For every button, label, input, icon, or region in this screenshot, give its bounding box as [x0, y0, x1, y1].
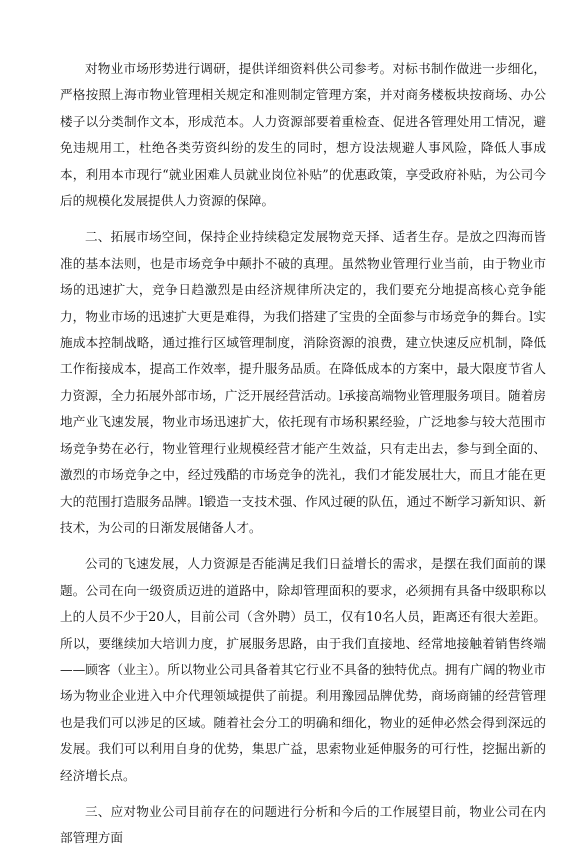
paragraph-3: 公司的飞速发展，人力资源是否能满足我们日益增长的需求，是摆在我们面前的课题。公司在向一级资质迈进的道路中，除却管理面积的要求，必须拥有具备中级职称以上的人员不少于20人，目前公司（含外聘）员工，仅有10名人员，距离还有很大差距。所以，要继续加大培训力度，扩展服务思路，由于我们直接地、经常地接触着销售终端——顾客（业主）。所以物业公司具备着其它行业不具备的独特优点。拥有广阔的物业市场为物业企业进入中介代理领域提供了前提。利用豫园品牌优势，商场商铺的经营管理也是我们可以涉足的区域。随着社会分工的明确和细化，物业的延伸必然会得到深远的发展。我们可以利用自身的优势，集思广益，思索物业延伸服务的可行性，挖掘出新的经济增长点。 — [60, 556, 546, 783]
paragraph-4: 三、应对物业公司目前存在的问题进行分析和今后的工作展望目前，物业公司在内部管理方面 — [60, 803, 546, 846]
paragraph-2: 二、拓展市场空间，保持企业持续稳定发展物竞天择、适者生存。是放之四海而皆准的基本法则，也是市场竞争中颠扑不破的真理。虽然物业管理行业当前，由于物业市场的迅速扩大，竞争日趋激烈是由经济规律所决定的，我们要充分地提高核心竞争能力，物业市场的迅速扩大更是难得，为我们搭建了宝贵的全面参与市场竞争的舞台。l实施成本控制战略，通过推行区域管理制度，消除资源的浪费，建立快速反应机制，降低工作衔接成本，提高工作效率，提升服务品质。在降低成本的方案中，最大限度节省人力资源，全力拓展外部市场，广泛开展经营活动。l承接高端物业管理服务项目。随着房地产业飞速发展，物业市场迅速扩大，依托现有市场积累经验，广泛地参与较大范围市场竞争势在必行，物业管理行业规模经营才能产生效益，只有走出去，参与到全面的、激烈的市场竞争之中，经过残酷的市场竞争的洗礼，我们才能发展壮大，而且才能在更大的范围打造服务品牌。l锻造一支技术强、作风过硬的队伍，通过不断学习新知识、新技术，为公司的日渐发展储备人才。 — [60, 229, 546, 535]
paragraph-1: 对物业市场形势进行调研，提供详细资料供公司参考。对标书制作做进一步细化，严格按照上海市物业管理相关规定和准则制定管理方案，并对商务楼板块按商场、办公楼子以分类制作文本，形成范本。人力资源部要着重检查、促进各管理处用工情况，避免违规用工，杜绝各类劳资纠纷的发生的同时，想方设法规避人事风险，降低人事成本，利用本市现行“就业困难人员就业岗位补贴”的优惠政策，享受政府补贴，为公司今后的规模化发展提供人力资源的保障。 — [60, 61, 546, 209]
document-page — [60, 56, 546, 852]
